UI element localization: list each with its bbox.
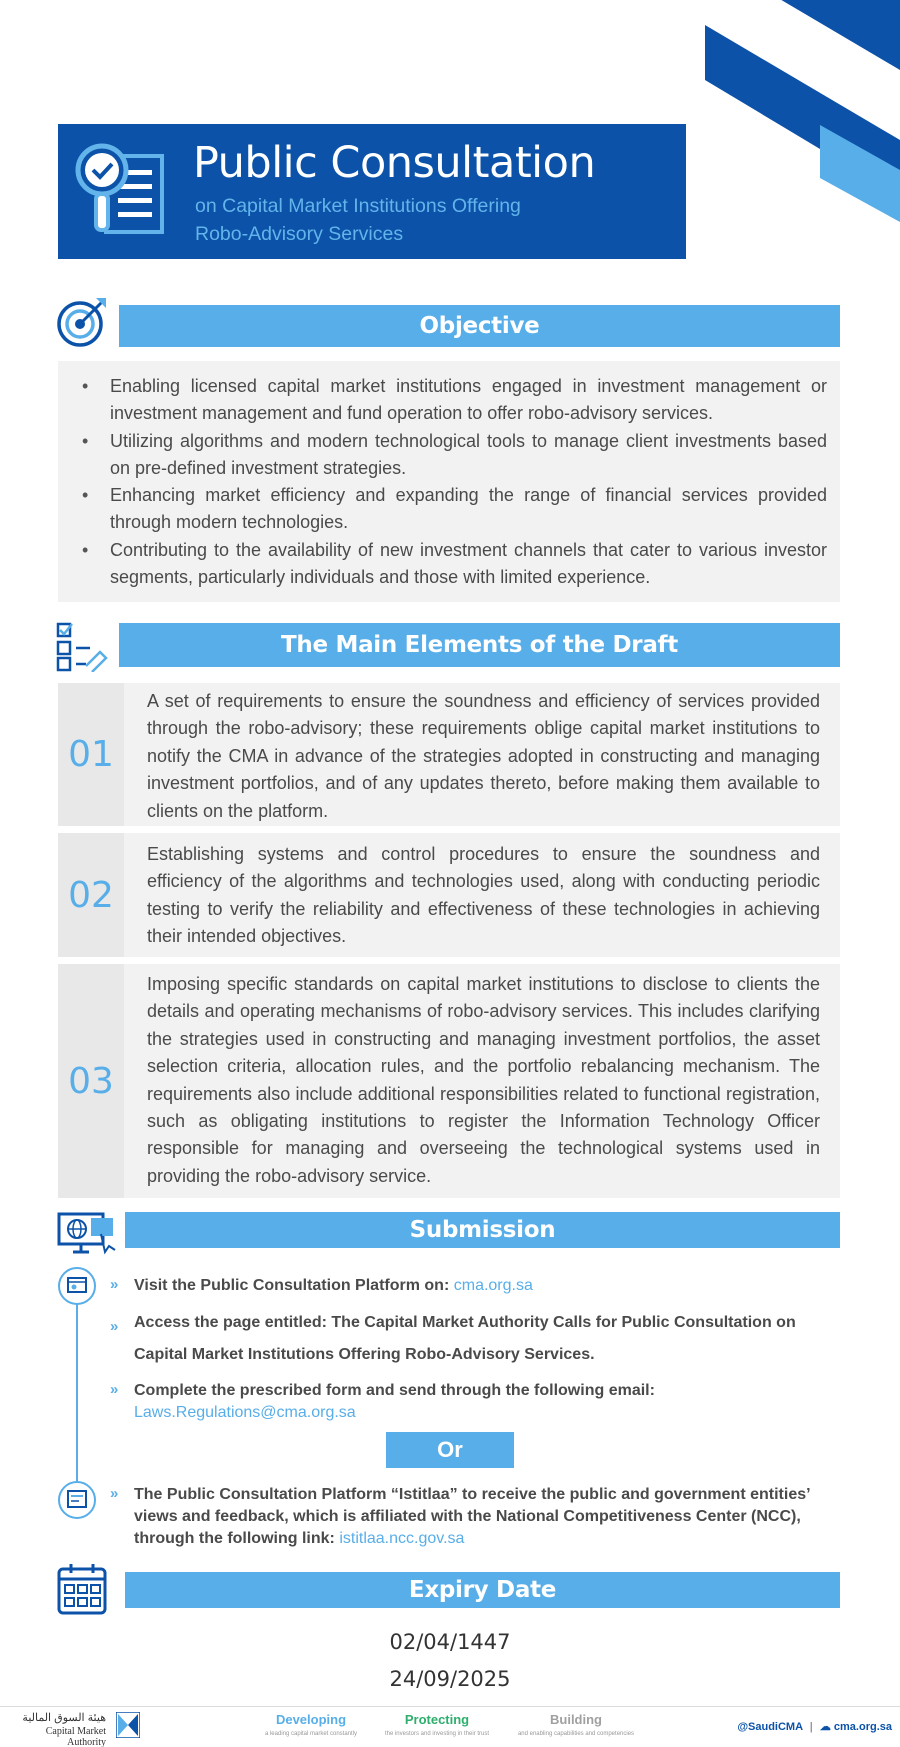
globe-icon: ☁ [819,1721,831,1733]
platform-circle-icon [58,1267,96,1305]
pillar-title: Developing [275,1712,347,1727]
separator: | [809,1721,813,1733]
bullet-icon: • [82,376,89,396]
footer-pillar-protecting [382,1712,492,1737]
elements-heading: The Main Elements of the Draft [119,623,840,667]
istitlaa-link[interactable]: istitlaa.ncc.gov.sa [339,1530,465,1547]
objective-list [82,373,827,591]
expiry-heading: Expiry Date [125,1572,840,1608]
corner-decoration [700,0,900,230]
element-number: 03 [58,964,124,1198]
submission-timeline [76,1296,78,1486]
pillar-title: Building [550,1712,602,1727]
list-item [82,373,827,428]
step-text: The Public Consultation Platform “Istitlaa” to receive the public and government entities’ views and feedback, which is affiliated with the National Competitiveness Center (NCC), through the following link: [134,1486,810,1547]
cma-link[interactable]: cma.org.sa [453,1277,533,1294]
expiry-date-gregorian: 24/09/2025 [389,1667,511,1691]
element-number: 02 [58,833,124,957]
submission-heading: Submission [125,1212,840,1248]
page-subtitle [195,192,665,248]
objective-item-text: Enabling licensed capital market institutions engaged in investment management or investment management and fund operation to offer robo-advisory services. [110,376,827,424]
chevron-right-icon: » [110,1276,119,1293]
submission-step-1 [110,1275,810,1297]
footer-social [737,1720,892,1733]
page-title: Public Consultation [193,138,596,188]
target-icon [56,296,108,348]
list-item [82,428,827,483]
step-text: Access the page entitled: The Capital Market Authority Calls for Public Consultation on Capital Market Institutions Offering Robo-Advisory Services. [134,1314,796,1363]
submission-step-2 [110,1307,810,1371]
bullet-icon: • [82,430,89,451]
chevron-right-icon: » [110,1485,119,1502]
step-text: Complete the prescribed form and send through the following email: [134,1382,655,1399]
cma-logo-icon [116,1712,140,1738]
form-touch-icon [60,1483,94,1517]
social-handle[interactable]: @SaudiCMA [737,1721,803,1733]
objective-heading: Objective [119,305,840,347]
objective-item-text: Utilizing algorithms and modern technological tools to manage client investments based on pre-defined investment strategies. [110,430,827,478]
pillar-title: Protecting [404,1712,470,1727]
objective-item-text: Contributing to the availability of new investment channels that cater to various investor segments, particularly individuals and those with limited experience. [110,539,827,588]
element-text: A set of requirements to ensure the soundness and efficiency of services provided through the robo-advisory; these requirements oblige capital market institutions to notify the CMA in advance of the strategies adopted in constructing and managing investment portfolios, and of any updates thereto, before making them available to clients on the platform. [147,691,820,821]
website-link[interactable]: cma.org.sa [833,1721,892,1733]
footer-pillar-developing [256,1712,366,1737]
computer-globe-icon [57,1210,117,1256]
chevron-right-icon: » [110,1381,119,1398]
browser-icon [60,1269,94,1303]
bullet-icon: • [82,539,89,560]
element-row-01 [58,683,840,826]
step-text: Visit the Public Consultation Platform on: [134,1277,450,1294]
email-link[interactable]: Laws.Regulations@cma.org.sa [134,1404,356,1421]
list-item [82,482,827,537]
footer-pillar-building [512,1712,640,1737]
pillar-subtitle: and enabling capabilities and competencies [517,1731,635,1737]
document-search-icon [74,140,168,244]
pillar-subtitle: the investors and investing in their trust [384,1731,490,1737]
element-text: Establishing systems and control procedures to ensure the soundness and efficiency of the algorithms and technologies used, along with conducting periodic testing to verify the reliability and effectiveness of these technologies in achieving their intended objectives. [147,844,820,947]
bullet-icon: • [82,485,89,506]
element-row-02 [58,833,840,957]
istitlaa-circle-icon [58,1481,96,1519]
chevron-right-icon: » [110,1318,119,1335]
pillar-subtitle: a leading capital market constantly [264,1731,358,1737]
subtitle-line-2: Robo-Advisory Services [195,223,404,245]
subtitle-line-1: on Capital Market Institutions Offering [195,195,521,217]
or-label: Or [386,1432,514,1468]
element-row-03 [58,964,840,1198]
expiry-date-hijri: 02/04/1447 [389,1630,511,1654]
checklist-icon [56,622,108,672]
objective-item-text: Enhancing market efficiency and expanding the range of financial services provided through modern technologies. [110,485,827,533]
header-banner [58,124,686,259]
element-number: 01 [58,683,124,826]
element-text: Imposing specific standards on capital market institutions to disclose to clients the details and operating mechanisms of robo-advisory services. This includes clarifying the strategies used in constructing and managing investment portfolios, the asset selection criteria, allocation rules, and the portfolio rebalancing mechanism. The requirements also include additional responsibilities related to functional registration, such as obligating institutions to register the Information Technology Officer responsible for managing and overseeing the technological systems used in providing the robo-advisory service. [147,974,820,1186]
org-name-english: Capital Market Authority [45,1726,106,1747]
calendar-icon [57,1563,107,1615]
footer-divider [0,1706,900,1707]
list-item [82,537,827,592]
org-name-arabic: هيئة السوق المالية [22,1712,106,1724]
submission-step-3 [110,1380,810,1424]
submission-step-4 [110,1484,810,1550]
